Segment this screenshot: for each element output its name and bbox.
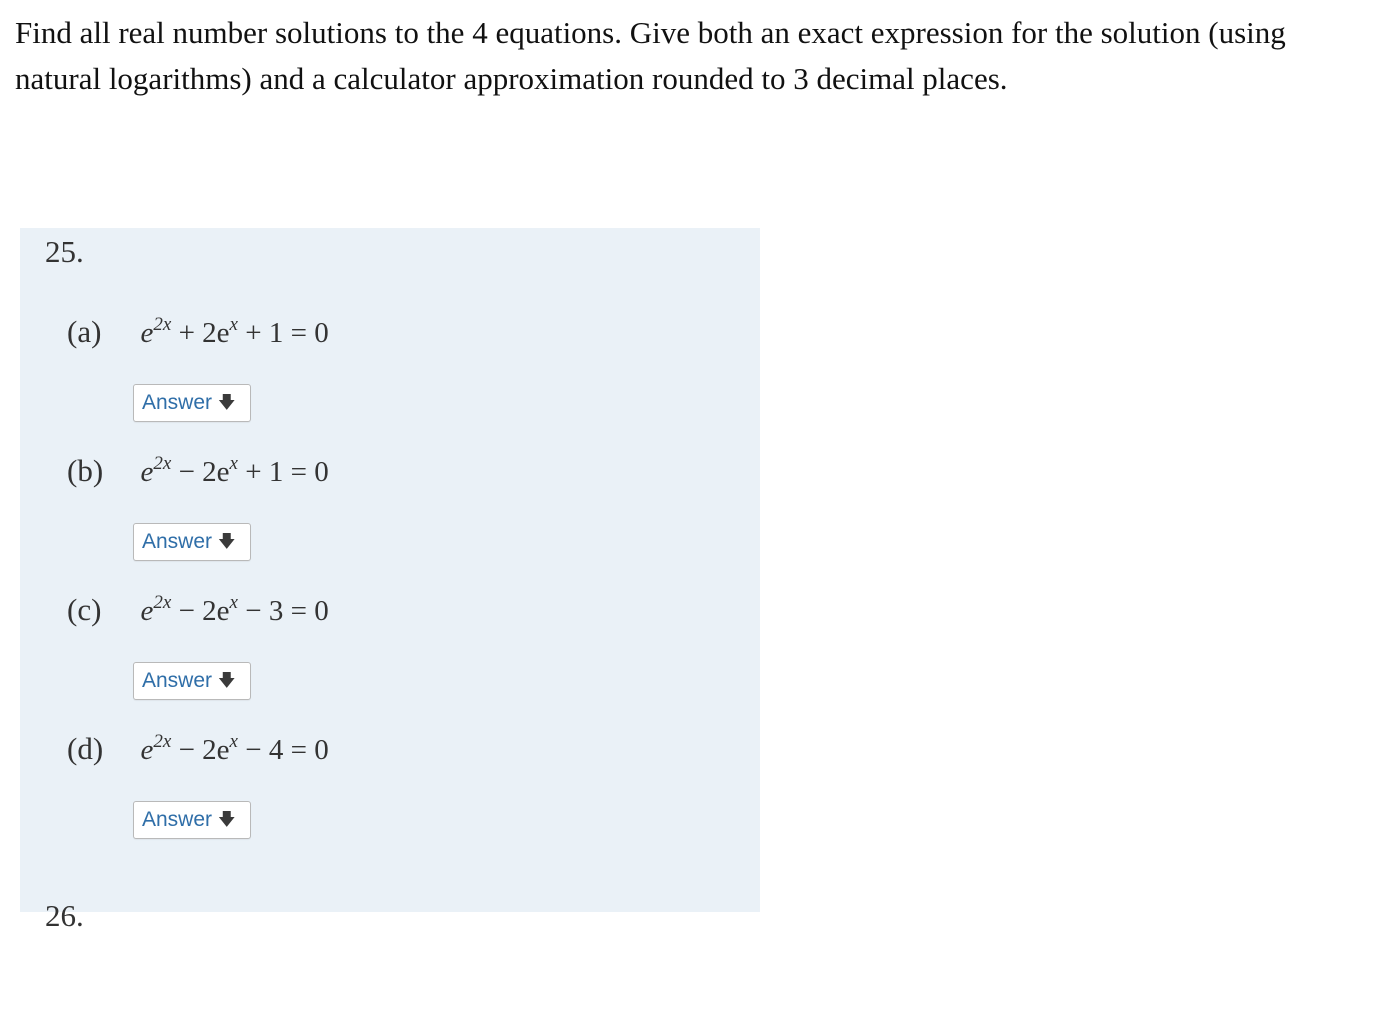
part-label: (b) xyxy=(67,453,104,488)
part-label: (a) xyxy=(67,314,102,349)
arrow-down-icon: 🡇 xyxy=(218,393,236,412)
answer-button-c[interactable]: Answer 🡇 xyxy=(133,662,251,700)
instructions-text: Find all real number solutions to the 4 equations. Give both an exact expression for the solution (using natural logarithms) and a calculator approximation rounded to 3 decimal places. xyxy=(15,15,1286,96)
problem-panel xyxy=(20,228,760,933)
equation: $e^{2x} - 2e^x - 4 = 0$ xyxy=(140,731,329,766)
part-a xyxy=(67,312,329,352)
part-c xyxy=(67,590,329,630)
arrow-down-icon: 🡇 xyxy=(218,532,236,551)
answer-button-d[interactable]: Answer 🡇 xyxy=(133,801,251,839)
problem-number: 25. xyxy=(45,234,84,269)
part-b xyxy=(67,451,329,491)
part-d xyxy=(67,729,329,769)
equation: $e^{2x} + 2e^x + 1 = 0$ xyxy=(140,314,329,349)
part-label: (d) xyxy=(67,731,104,766)
part-label: (c) xyxy=(67,592,102,627)
equation: $e^{2x} - 2e^x + 1 = 0$ xyxy=(140,453,329,488)
arrow-down-icon: 🡇 xyxy=(218,810,236,829)
answer-button-b[interactable]: Answer 🡇 xyxy=(133,523,251,561)
next-problem-number: 26. xyxy=(45,898,84,933)
answer-button-a[interactable]: Answer 🡇 xyxy=(133,384,251,422)
equation: $e^{2x} - 2e^x - 3 = 0$ xyxy=(140,592,329,627)
arrow-down-icon: 🡇 xyxy=(218,671,236,690)
